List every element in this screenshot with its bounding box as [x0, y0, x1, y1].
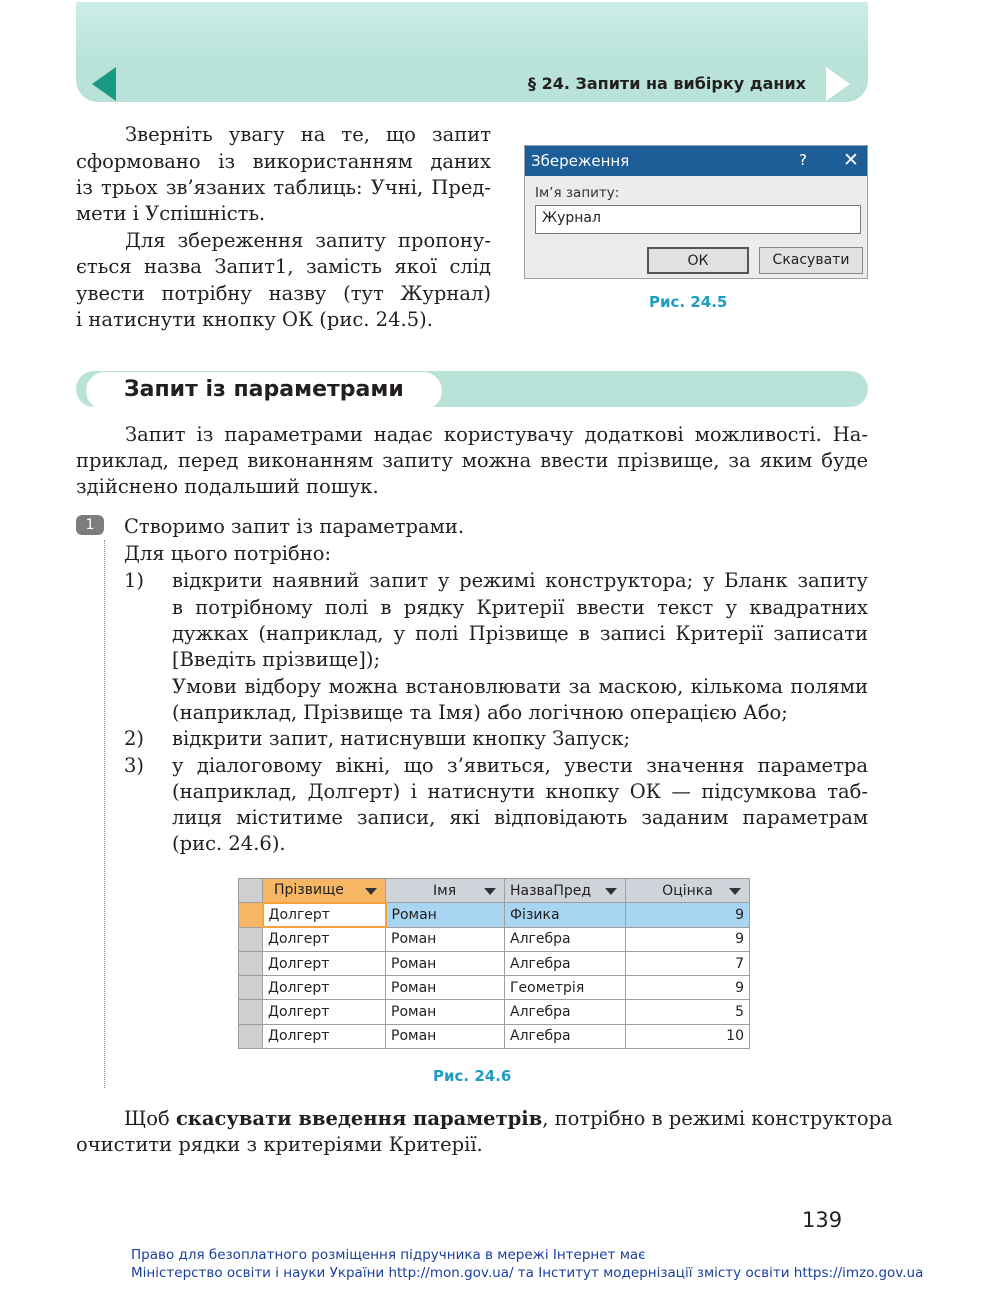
close-icon[interactable]: ✕ — [843, 149, 859, 171]
closing-line: очистити рядки з критеріями Критерії. — [76, 1133, 483, 1156]
column-header-label: Імя — [433, 882, 457, 899]
ok-button[interactable]: ОК — [647, 247, 749, 274]
intro-line: із трьох зв’язаних таблиць: Учні, Пред- — [76, 176, 491, 199]
table-row[interactable] — [239, 951, 750, 975]
next-page-arrow-icon[interactable] — [826, 67, 850, 101]
step-line: Створимо запит із параметрами. — [124, 515, 465, 538]
table-cell[interactable]: 9 — [626, 903, 750, 927]
list-item-line: дужках (наприклад, у полі Прізвище в записі Критерії записати — [172, 622, 868, 645]
column-header-label: НазваПред — [510, 882, 592, 899]
list-number: 2) — [124, 727, 145, 750]
dropdown-arrow-icon[interactable] — [605, 888, 617, 895]
table-row[interactable] — [239, 976, 750, 1000]
dropdown-arrow-icon[interactable] — [484, 888, 496, 895]
list-item-line: в потрібному полі в рядку Критерії ввести текст у квадратних — [172, 596, 868, 619]
intro-line: Зверніть увагу на те, що запит — [125, 123, 491, 146]
body-line: Запит із параметрами надає користувачу додаткові можливості. На- — [125, 423, 868, 446]
table-row[interactable] — [239, 1024, 750, 1048]
list-item-line: (наприклад, Долгерт) і натиснути кнопку ОК — підсумкова таб- — [172, 780, 868, 803]
page-number: 139 — [802, 1208, 843, 1232]
footer-line: Міністерство освіти і науки України http://mon.gov.ua/ та Інститут модернізації змісту освіти https://imzo.gov.ua — [131, 1265, 924, 1281]
row-selector-header[interactable] — [239, 879, 263, 903]
column-header-subject[interactable] — [505, 879, 626, 903]
table-cell[interactable]: 7 — [626, 951, 750, 975]
query-name-label: Ім’я запиту: — [535, 185, 620, 201]
dropdown-arrow-icon[interactable] — [729, 888, 741, 895]
dialog-title: Збереження — [531, 152, 630, 170]
dialog-titlebar — [525, 146, 867, 176]
table-cell[interactable]: Роман — [386, 976, 505, 1000]
dropdown-arrow-icon[interactable] — [365, 888, 377, 895]
table-cell[interactable]: Алгебра — [505, 1000, 626, 1024]
query-name-input[interactable]: Журнал — [535, 205, 861, 234]
list-number: 3) — [124, 754, 145, 777]
intro-line: сформовано із використанням даних — [76, 150, 491, 173]
subsection-title: Запит із параметрами — [124, 377, 404, 402]
table-cell[interactable]: 9 — [626, 976, 750, 1000]
figure-caption: Рис. 24.5 — [649, 293, 728, 311]
section-title: § 24. Запити на вибірку даних — [528, 74, 806, 93]
intro-line: і натиснути кнопку ОК (рис. 24.5). — [76, 308, 433, 331]
table-cell[interactable]: Алгебра — [505, 1024, 626, 1048]
table-cell[interactable]: Долгерт — [263, 903, 386, 927]
step-number-badge: 1 — [76, 515, 104, 535]
row-selector[interactable] — [239, 951, 263, 975]
body-line: приклад, перед виконанням запиту можна ввести прізвище, за яким буде — [76, 449, 868, 472]
intro-line: мети і Успішність. — [76, 202, 266, 225]
table-cell[interactable]: Долгерт — [263, 1024, 386, 1048]
table-cell[interactable]: Роман — [386, 927, 505, 951]
table-header-row — [239, 879, 750, 903]
table-cell[interactable]: Роман — [386, 951, 505, 975]
table-cell[interactable]: Алгебра — [505, 951, 626, 975]
table-cell[interactable]: Алгебра — [505, 927, 626, 951]
table-cell[interactable]: Роман — [386, 903, 505, 927]
step-line: Для цього потрібно: — [124, 542, 332, 565]
column-header-label: Оцінка — [662, 882, 713, 899]
table-cell[interactable]: 9 — [626, 927, 750, 951]
row-selector[interactable] — [239, 927, 263, 951]
previous-page-arrow-icon[interactable] — [92, 67, 116, 101]
row-selector[interactable] — [239, 976, 263, 1000]
table-cell[interactable]: Роман — [386, 1000, 505, 1024]
list-item-line: Умови відбору можна встановлювати за маскою, кількома полями — [172, 675, 868, 698]
table-cell[interactable]: 10 — [626, 1024, 750, 1048]
table-cell[interactable]: Геометрія — [505, 976, 626, 1000]
row-selector[interactable] — [239, 1000, 263, 1024]
list-item-line: лиця міститиме записи, які відповідають заданим параметрам — [172, 806, 868, 829]
closing-bold-text: скасувати введення параметрів — [175, 1107, 543, 1130]
step-dotted-divider — [104, 540, 105, 1088]
intro-line: ється назва Запит1, замість якої слід — [76, 255, 491, 278]
list-item-line: (наприклад, Прізвище та Імя) або логічною операцією Або; — [172, 701, 788, 724]
list-item-line: (рис. 24.6). — [172, 832, 286, 855]
query-result-table — [238, 878, 750, 1049]
column-header-label: Прізвище — [274, 882, 344, 899]
row-selector[interactable] — [239, 903, 263, 927]
table-cell[interactable]: Долгерт — [263, 951, 386, 975]
footer-line: Право для безоплатного розміщення підручника в мережі Інтернет має — [131, 1247, 646, 1263]
body-line: здійснено подальший пошук. — [76, 475, 379, 498]
closing-line — [124, 1107, 893, 1130]
table-cell[interactable]: Фізика — [505, 903, 626, 927]
column-header-grade[interactable] — [626, 879, 750, 903]
closing-text: , потрібно в режимі конструктора — [542, 1107, 893, 1130]
list-item-line: відкрити наявний запит у режимі конструктора; у Бланк запиту — [172, 569, 868, 592]
help-icon[interactable]: ? — [799, 151, 807, 169]
table-cell[interactable]: Долгерт — [263, 1000, 386, 1024]
list-item-line: відкрити запит, натиснувши кнопку Запуск; — [172, 727, 631, 750]
intro-line: Для збереження запиту пропону- — [125, 229, 491, 252]
table-row[interactable] — [239, 927, 750, 951]
table-row[interactable] — [239, 903, 750, 927]
list-item-line: у діалоговому вікні, що з’явиться, увести значення параметра — [172, 754, 868, 777]
table-cell[interactable]: Долгерт — [263, 976, 386, 1000]
save-query-dialog — [524, 145, 868, 279]
list-item-line: [Введіть прізвище]); — [172, 648, 381, 671]
figure-caption: Рис. 24.6 — [433, 1067, 512, 1085]
table-row[interactable] — [239, 1000, 750, 1024]
column-header-surname[interactable] — [263, 879, 386, 903]
column-header-name[interactable] — [386, 879, 505, 903]
table-cell[interactable]: Долгерт — [263, 927, 386, 951]
table-cell[interactable]: 5 — [626, 1000, 750, 1024]
table-cell[interactable]: Роман — [386, 1024, 505, 1048]
cancel-button[interactable]: Скасувати — [759, 247, 863, 274]
row-selector[interactable] — [239, 1024, 263, 1048]
closing-text: Щоб — [124, 1107, 176, 1130]
list-number: 1) — [124, 569, 145, 592]
intro-line: увести потрібну назву (тут Журнал) — [76, 282, 491, 305]
